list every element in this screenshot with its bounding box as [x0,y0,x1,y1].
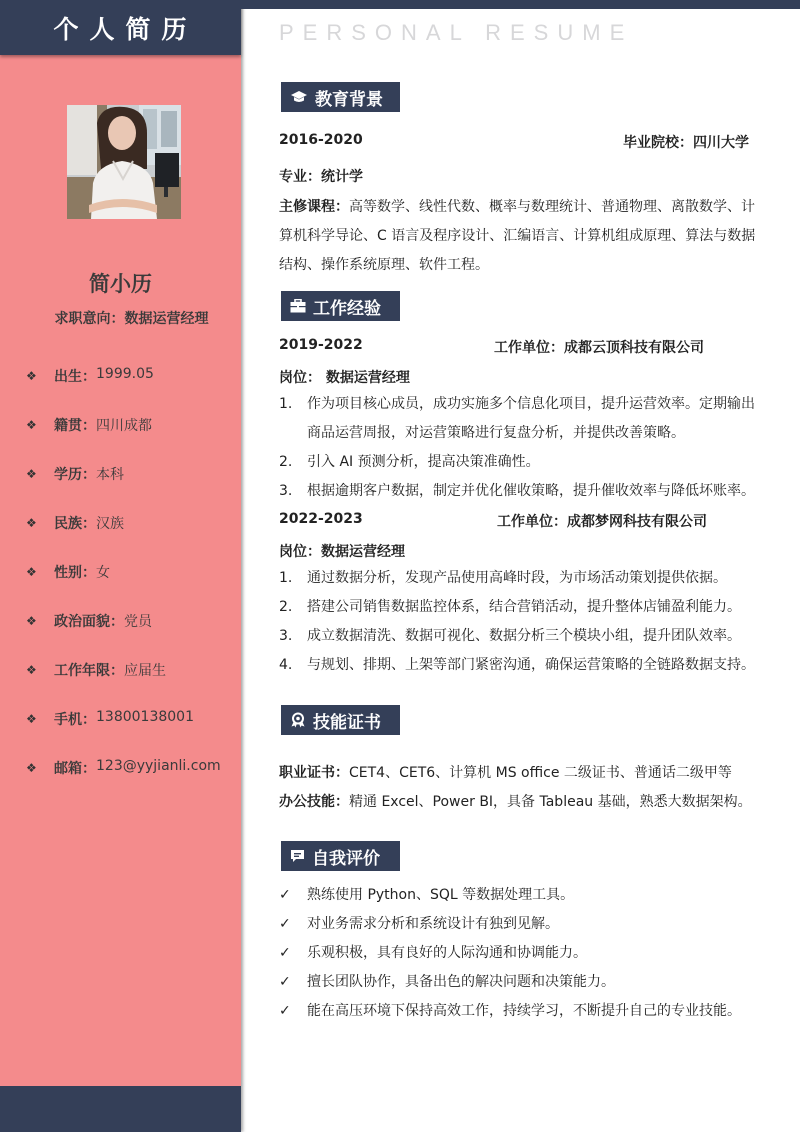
sidebar-footer [0,1086,241,1132]
job-2-duties [279,564,759,680]
info-phone: ❖ 手机： 13800138001 [26,709,194,728]
portrait-image [67,105,181,219]
list-item: 1. 作为项目核心成员，成功实施多个信息化项目，提升运营效率。定期输出商品运营周报，对运营策略进行复盘分析，并提供改善策略。 [279,396,755,441]
sidebar-header [0,0,241,55]
job-2-company: 工作单位：成都梦网科技有限公司 [497,514,707,530]
list-item: 2. 引入 AI 预测分析，提高决策准确性。 [279,454,540,470]
job-2-period: 2022-2023 [279,511,363,527]
list-item: 1. 通过数据分析，发现产品使用高峰时段，为市场活动策划提供依据。 [279,570,727,586]
info-political-status: ❖ 政治面貌： 党员 [26,611,221,660]
self-eval-list [279,881,759,1026]
job-1-duties [279,390,759,506]
info-email: ❖ 邮箱： 123@yyjianli.com [26,758,221,777]
diamond-dots-icon: ❖ [26,418,37,432]
diamond-dots-icon: ❖ [26,565,37,579]
job-2-position: 岗位：数据运营经理 [279,544,405,560]
objective-label: 求职意向： [54,311,125,327]
education-title: 教育背景 [315,89,383,110]
check-icon: ✓ [279,974,291,990]
check-icon: ✓ [279,1003,291,1019]
english-title: PERSONAL RESUME [279,20,634,45]
info-work-years: ❖ 工作年限： 应届生 [26,660,221,709]
list-item: ✓ 乐观积极，具有良好的人际沟通和协调能力。 [279,939,759,968]
diamond-dots-icon: ❖ [26,761,37,775]
experience-title: 工作经验 [313,298,381,319]
info-hometown: ❖ 籍贯： 四川成都 [26,415,221,464]
check-icon: ✓ [279,945,291,961]
briefcase-icon [290,299,306,313]
graduation-cap-icon [290,90,308,104]
diamond-dots-icon: ❖ [26,467,37,481]
comment-icon [290,849,305,863]
diamond-dots-icon: ❖ [26,369,37,383]
diamond-dots-icon: ❖ [26,516,37,530]
check-icon: ✓ [279,887,291,903]
education-courses: 主修课程：高等数学、线性代数、概率与数理统计、普通物理、离散数学、计算机科学导论、C 语言及程序设计、汇编语言、计算机组成原理、算法与数据结构、操作系统原理、软件工程。 [279,199,756,273]
education-major: 专业：统计学 [279,169,363,185]
skills-office: 办公技能：精通 Excel、Power BI，具备 Tableau 基础，熟悉大数据架构。 [279,794,752,810]
job-objective [0,308,263,328]
list-item: 3. 成立数据清洗、数据可视化、数据分析三个模块小组，提升团队效率。 [279,628,741,644]
sidebar [0,0,241,1132]
candidate-name: 简小历 [89,272,152,296]
list-item: ✓ 对业务需求分析和系统设计有独到见解。 [279,910,759,939]
section-experience-header [281,291,400,321]
info-gender: ❖ 性别： 女 [26,562,221,611]
education-school: 毕业院校：四川大学 [623,135,749,151]
objective-value: 数据运营经理 [124,311,209,327]
section-education-header [281,82,400,112]
list-item: ✓ 擅长团队协作，具备出色的解决问题和决策能力。 [279,968,759,997]
job-1-period: 2019-2022 [279,337,363,353]
personal-info-list [26,366,221,807]
diamond-dots-icon: ❖ [26,614,37,628]
section-skills-header [281,705,400,735]
diamond-dots-icon: ❖ [26,712,37,726]
check-icon: ✓ [279,916,291,932]
list-item: ✓ 熟练使用 Python、SQL 等数据处理工具。 [279,881,759,910]
diamond-dots-icon: ❖ [26,663,37,677]
award-icon [290,712,306,728]
info-birth: ❖ 出生： 1999.05 [26,366,154,385]
self-eval-title: 自我评价 [312,848,380,869]
info-ethnicity: ❖ 民族： 汉族 [26,513,221,562]
info-education: ❖ 学历： 本科 [26,464,221,513]
skills-certificates: 职业证书：CET4、CET6、计算机 MS office 二级证书、普通话二级甲等 [279,765,732,781]
top-bar [241,0,800,9]
section-self-eval-header [281,841,400,871]
list-item: 2. 搭建公司销售数据监控体系，结合营销活动，提升整体店铺盈利能力。 [279,599,741,615]
job-1-company: 工作单位：成都云顶科技有限公司 [494,340,704,356]
avatar-photo [67,105,181,219]
resume-title: 个人简历 [53,14,198,44]
job-1-position: 岗位： 数据运营经理 [279,370,410,386]
education-period: 2016-2020 [279,132,363,148]
skills-title: 技能证书 [313,712,381,733]
list-item: 3. 根据逾期客户数据，制定并优化催收策略，提升催收效率与降低坏账率。 [279,483,755,499]
list-item: ✓ 能在高压环境下保持高效工作，持续学习，不断提升自己的专业技能。 [279,997,759,1026]
list-item: 4. 与规划、排期、上架等部门紧密沟通，确保运营策略的全链路数据支持。 [279,657,755,673]
